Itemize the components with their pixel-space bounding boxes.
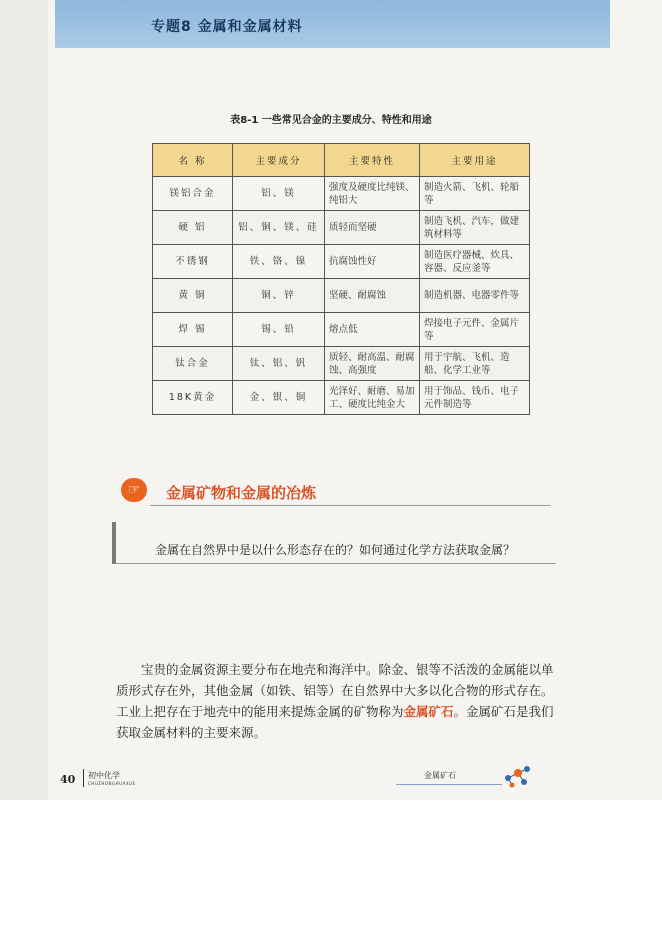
alloy-properties: 强度及硬度比纯镁、纯铝大 — [325, 177, 420, 211]
book-title: 初中化学 — [88, 771, 120, 780]
page-number: 40 — [60, 773, 76, 786]
alloy-components: 锡、铅 — [233, 313, 325, 347]
chapter-header — [55, 0, 610, 48]
table-row — [153, 211, 530, 245]
alloy-name: 不锈钢 — [153, 245, 233, 279]
alloy-uses: 制造医疗器械、炊具、容器、反应釜等 — [420, 245, 530, 279]
alloy-properties: 熔点低 — [325, 313, 420, 347]
alloy-name: 镁铝合金 — [153, 177, 233, 211]
alloy-name: 硬 铝 — [153, 211, 233, 245]
table-row — [153, 245, 530, 279]
column-header: 主要成分 — [233, 144, 325, 177]
section-title: 金属矿物和金属的冶炼 — [166, 484, 317, 502]
book-pinyin: CHUZHONGHUAXUE — [88, 781, 136, 786]
alloy-name: 焊 锡 — [153, 313, 233, 347]
alloy-components: 铝、镁 — [233, 177, 325, 211]
table-row — [153, 313, 530, 347]
pointing-hand-icon: ☞ — [121, 478, 147, 502]
alloy-uses: 用于宇航、飞机、造船、化学工业等 — [420, 347, 530, 381]
question-box-bar — [112, 522, 116, 564]
column-header: 名 称 — [153, 144, 233, 177]
table-row — [153, 381, 530, 415]
body-paragraph — [116, 659, 556, 743]
key-term: 金属矿石 — [403, 703, 454, 719]
chapter-title: 专题8 金属和金属材料 — [151, 19, 303, 35]
footer-label: 金属矿石 — [424, 771, 456, 780]
table-row — [153, 279, 530, 313]
column-header: 主要用途 — [420, 144, 530, 177]
column-header: 主要特性 — [325, 144, 420, 177]
footer-divider — [83, 769, 84, 787]
table-row — [153, 177, 530, 211]
body-text: 宝贵的金属资源主要分布在地壳和海洋中。除金、银等不活泼的金属能以单质形式存在外，其他金属（如铁、铝等）在自然界中大多以化合物的形式存在。工业上把存在于地壳中的能用来提炼金属的矿物称为 — [116, 661, 554, 719]
alloy-name: 18K黄金 — [153, 381, 233, 415]
alloy-uses: 制造机器、电器零件等 — [420, 279, 530, 313]
alloy-name: 钛合金 — [153, 347, 233, 381]
section-divider — [150, 505, 550, 506]
alloy-components: 铜、锌 — [233, 279, 325, 313]
alloy-uses: 用于饰品、钱币、电子元件制造等 — [420, 381, 530, 415]
alloy-uses: 制造飞机、汽车，做建筑材料等 — [420, 211, 530, 245]
question-box-line — [116, 563, 556, 564]
alloy-properties: 质轻而坚硬 — [325, 211, 420, 245]
table-row — [153, 347, 530, 381]
discussion-question: 金属在自然界中是以什么形态存在的？如何通过化学方法获取金属？ — [155, 543, 516, 557]
alloy-uses: 焊接电子元件、金属片等 — [420, 313, 530, 347]
alloy-components: 金、银、铜 — [233, 381, 325, 415]
table-header-row — [153, 144, 530, 177]
footer-rule — [396, 784, 502, 785]
table-caption: 表8-1 一些常见合金的主要成分、特性和用途 — [230, 115, 432, 126]
alloy-components: 钛、铝、钒 — [233, 347, 325, 381]
body-text: 。金属矿石是我们获取金属材料的主要来源。 — [116, 703, 554, 740]
alloy-properties: 坚硬、耐腐蚀 — [325, 279, 420, 313]
alloy-name: 黄 铜 — [153, 279, 233, 313]
alloy-properties: 抗腐蚀性好 — [325, 245, 420, 279]
alloy-properties: 质轻、耐高温、耐腐蚀、高强度 — [325, 347, 420, 381]
molecule-icon — [500, 762, 534, 790]
alloy-components: 铝、铜、镁、硅 — [233, 211, 325, 245]
alloy-table — [152, 143, 530, 415]
alloy-components: 铁、铬、镍 — [233, 245, 325, 279]
alloy-properties: 光泽好、耐磨、易加工、硬度比纯金大 — [325, 381, 420, 415]
alloy-uses: 制造火箭、飞机、轮船等 — [420, 177, 530, 211]
